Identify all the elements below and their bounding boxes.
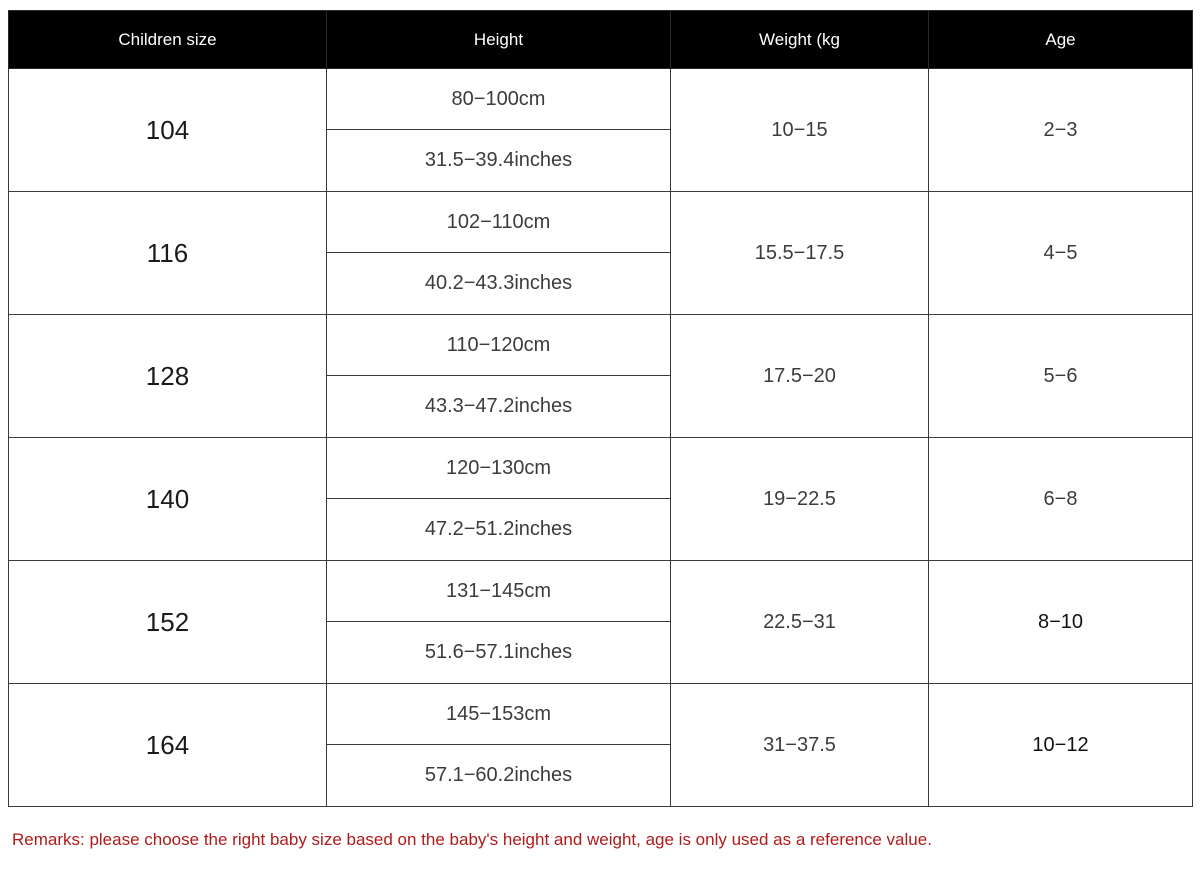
height-inches-cell: 43.3−47.2inches bbox=[327, 376, 671, 438]
height-cm-cell: 145−153cm bbox=[327, 684, 671, 745]
age-cell: 10−12 bbox=[929, 684, 1193, 807]
header-row bbox=[9, 11, 1193, 69]
age-cell: 6−8 bbox=[929, 438, 1193, 561]
table-row bbox=[9, 561, 1193, 622]
height-inches-cell: 51.6−57.1inches bbox=[327, 622, 671, 684]
size-cell: 164 bbox=[9, 684, 327, 807]
height-cm-cell: 110−120cm bbox=[327, 315, 671, 376]
weight-cell: 10−15 bbox=[671, 69, 929, 192]
table-row bbox=[9, 684, 1193, 745]
height-inches-cell: 57.1−60.2inches bbox=[327, 745, 671, 807]
remarks-note: Remarks: please choose the right baby size based on the baby's height and weight, age is only used as a reference value. bbox=[12, 830, 932, 849]
size-cell: 104 bbox=[9, 69, 327, 192]
height-cm-cell: 131−145cm bbox=[327, 561, 671, 622]
table-row bbox=[9, 192, 1193, 253]
age-cell: 2−3 bbox=[929, 69, 1193, 192]
header-age: Age bbox=[929, 11, 1193, 69]
table-header bbox=[9, 11, 1193, 69]
height-inches-cell: 47.2−51.2inches bbox=[327, 499, 671, 561]
weight-cell: 15.5−17.5 bbox=[671, 192, 929, 315]
height-inches-cell: 40.2−43.3inches bbox=[327, 253, 671, 315]
size-cell: 128 bbox=[9, 315, 327, 438]
weight-cell: 17.5−20 bbox=[671, 315, 929, 438]
size-cell: 116 bbox=[9, 192, 327, 315]
table-row bbox=[9, 69, 1193, 130]
height-cm-cell: 102−110cm bbox=[327, 192, 671, 253]
size-cell: 152 bbox=[9, 561, 327, 684]
height-inches-cell: 31.5−39.4inches bbox=[327, 130, 671, 192]
height-cm-cell: 80−100cm bbox=[327, 69, 671, 130]
table-row bbox=[9, 438, 1193, 499]
weight-cell: 31−37.5 bbox=[671, 684, 929, 807]
header-children-size: Children size bbox=[9, 11, 327, 69]
size-cell: 140 bbox=[9, 438, 327, 561]
age-cell: 8−10 bbox=[929, 561, 1193, 684]
age-cell: 5−6 bbox=[929, 315, 1193, 438]
age-cell: 4−5 bbox=[929, 192, 1193, 315]
height-cm-cell: 120−130cm bbox=[327, 438, 671, 499]
header-weight: Weight (kg bbox=[671, 11, 929, 69]
weight-cell: 19−22.5 bbox=[671, 438, 929, 561]
table-row bbox=[9, 315, 1193, 376]
table-body bbox=[9, 69, 1193, 807]
size-chart-table bbox=[8, 10, 1193, 807]
header-height: Height bbox=[327, 11, 671, 69]
weight-cell: 22.5−31 bbox=[671, 561, 929, 684]
